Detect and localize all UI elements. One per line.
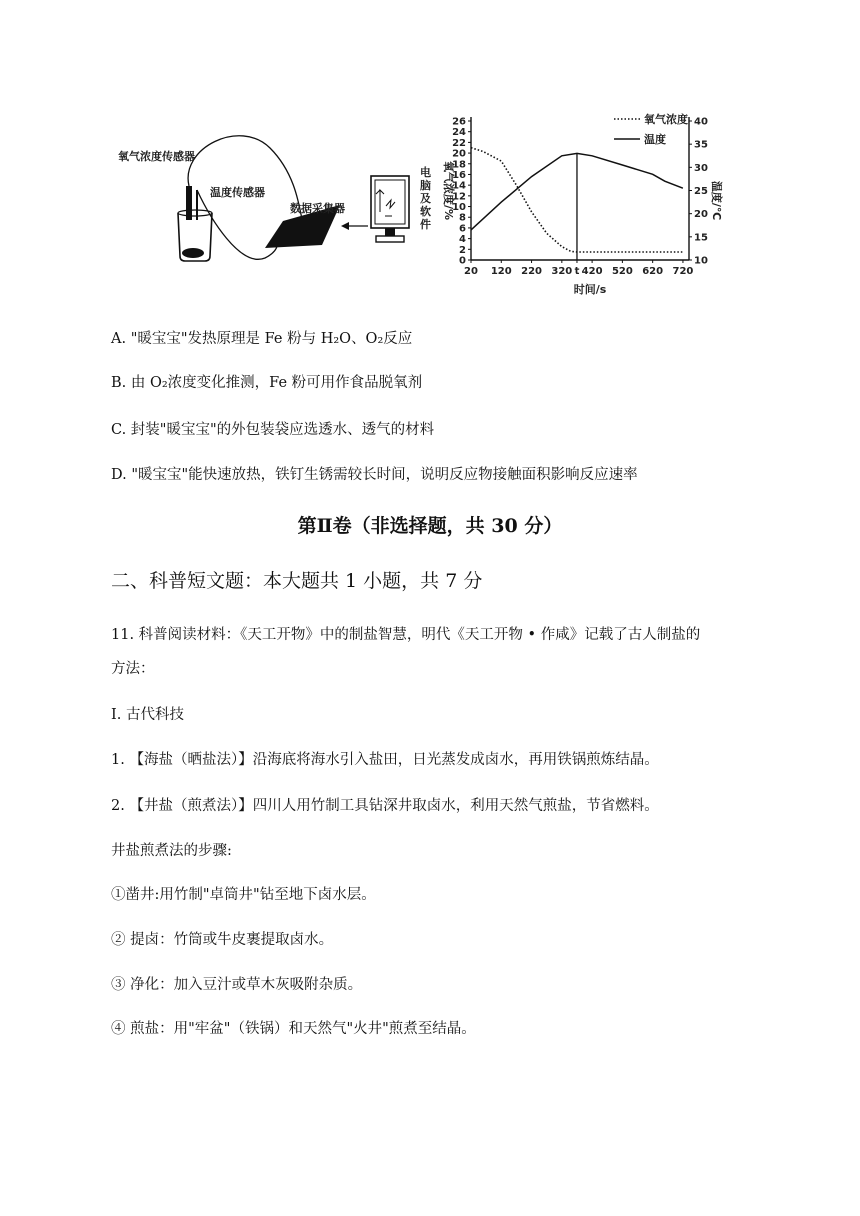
question-text-2: 方法： [111,661,155,677]
collector-label: 数据采集器 [290,202,345,215]
x-axis-label: 时间/s [573,283,607,296]
computer-monitor [371,176,409,228]
option-a [111,327,412,348]
option-a-text: "暖宝宝"发热原理是 Fe 粉与 H₂O、O₂反应 [130,331,413,347]
x-tick-label: 20 [464,266,478,277]
option-d-label: D. [111,467,127,483]
y-left-tick-label: 14 [452,180,466,192]
x-tick-label: 420 [581,266,603,277]
item-2: 2. 【井盐（煎煮法）】四川人用竹制工具钻深井取卤水，利用天然气煎盐，节省燃料。 [111,798,659,814]
y-left-tick-label: 24 [452,127,466,139]
sub-heading: I. 古代科技 [111,707,184,723]
computer-label: 电脑及软件 [420,166,431,231]
apparatus-diagram [118,136,432,261]
temp-sensor-label: 温度传感器 [210,186,265,199]
section-title: 第Ⅱ卷（非选择题，共 30 分） [297,515,563,537]
chart [442,112,724,296]
y-left-tick-label: 26 [452,116,466,128]
x-tick-label: 720 [672,266,694,277]
option-c [111,418,434,439]
legend-temperature-label: 温度 [644,133,666,146]
option-c-label: C. [111,422,127,438]
o2-sensor-label: 氧气浓度传感器 [118,150,195,163]
step-1: ①凿井:用竹制"卓筒井"钻至地下卤水层。 [111,887,376,903]
option-b [111,371,422,392]
option-c-text: 封装"暖宝宝"的外包装袋应选透水、透气的材料 [130,422,435,438]
y-right-axis-label: 温度/℃ [710,180,723,221]
x-tick-label: 220 [521,266,542,277]
y-left-tick-label: 10 [452,202,466,214]
x-tick-label: 620 [642,266,664,277]
y-left-tick-label: 0 [459,255,466,267]
y-left-tick-label: 2 [459,244,466,256]
y-right-tick-label: 15 [694,232,708,244]
option-a-label: A. [111,331,127,347]
option-b-label: B. [111,375,127,391]
option-d [111,463,638,484]
legend-oxygen-label: 氧气浓度 [644,113,688,126]
y-left-tick-label: 12 [452,191,466,203]
x-tick-label: 120 [490,266,512,277]
y-right-tick-label: 10 [694,255,708,267]
y-right-tick-label: 30 [694,162,708,174]
o2-sensor-probe [186,186,192,220]
y-left-tick-label: 18 [452,159,466,171]
x-tick-label: t [574,266,580,277]
step-2: ② 提卤：竹筒或牛皮裹提取卤水。 [111,932,334,948]
item-1: 1. 【海盐（晒盐法）】沿海底将海水引入盐田，日光蒸发成卤水，再用铁锅煎炼结晶。 [111,752,659,768]
question-line-1 [111,623,700,644]
experiment-figure [100,108,723,308]
y-right-tick-label: 20 [694,209,708,221]
y-right-tick-label: 35 [694,139,708,151]
part-title: 二、科普短文题：本大题共 1 小题，共 7 分 [111,570,483,592]
steps-heading: 井盐煎煮法的步骤: [111,843,232,859]
step-3: ③ 净化：加入豆汁或草木灰吸附杂质。 [111,977,363,993]
y-right-tick-label: 25 [694,186,708,197]
y-left-tick-label: 20 [452,148,466,160]
y-left-tick-label: 6 [459,223,466,235]
step-4: ④ 煎盐：用"牢盆"（铁锅）和天然气"火井"煎煮至结晶。 [111,1021,476,1037]
y-left-tick-label: 22 [452,137,466,149]
option-d-text: "暖宝宝"能快速放热，铁钉生锈需较长时间，说明反应物接触面积影响反应速率 [131,467,638,483]
question-text-1: 科普阅读材料：《天工开物》中的制盐智慧，明代《天工开物 • 作咸》记载了古人制盐的 [138,627,701,643]
y-left-axis-label: 氧气浓度/% [442,160,455,221]
option-b-text: 由 O₂浓度变化推测，Fe 粉可用作食品脱氧剂 [130,375,423,391]
x-tick-label: 520 [611,266,633,277]
y-right-tick-label: 40 [694,116,708,128]
question-number: 11. [111,627,135,643]
y-left-tick-label: 4 [459,234,466,246]
x-tick-label: 320 [551,266,573,277]
y-left-tick-label: 16 [452,169,466,181]
y-left-tick-label: 8 [459,212,466,224]
